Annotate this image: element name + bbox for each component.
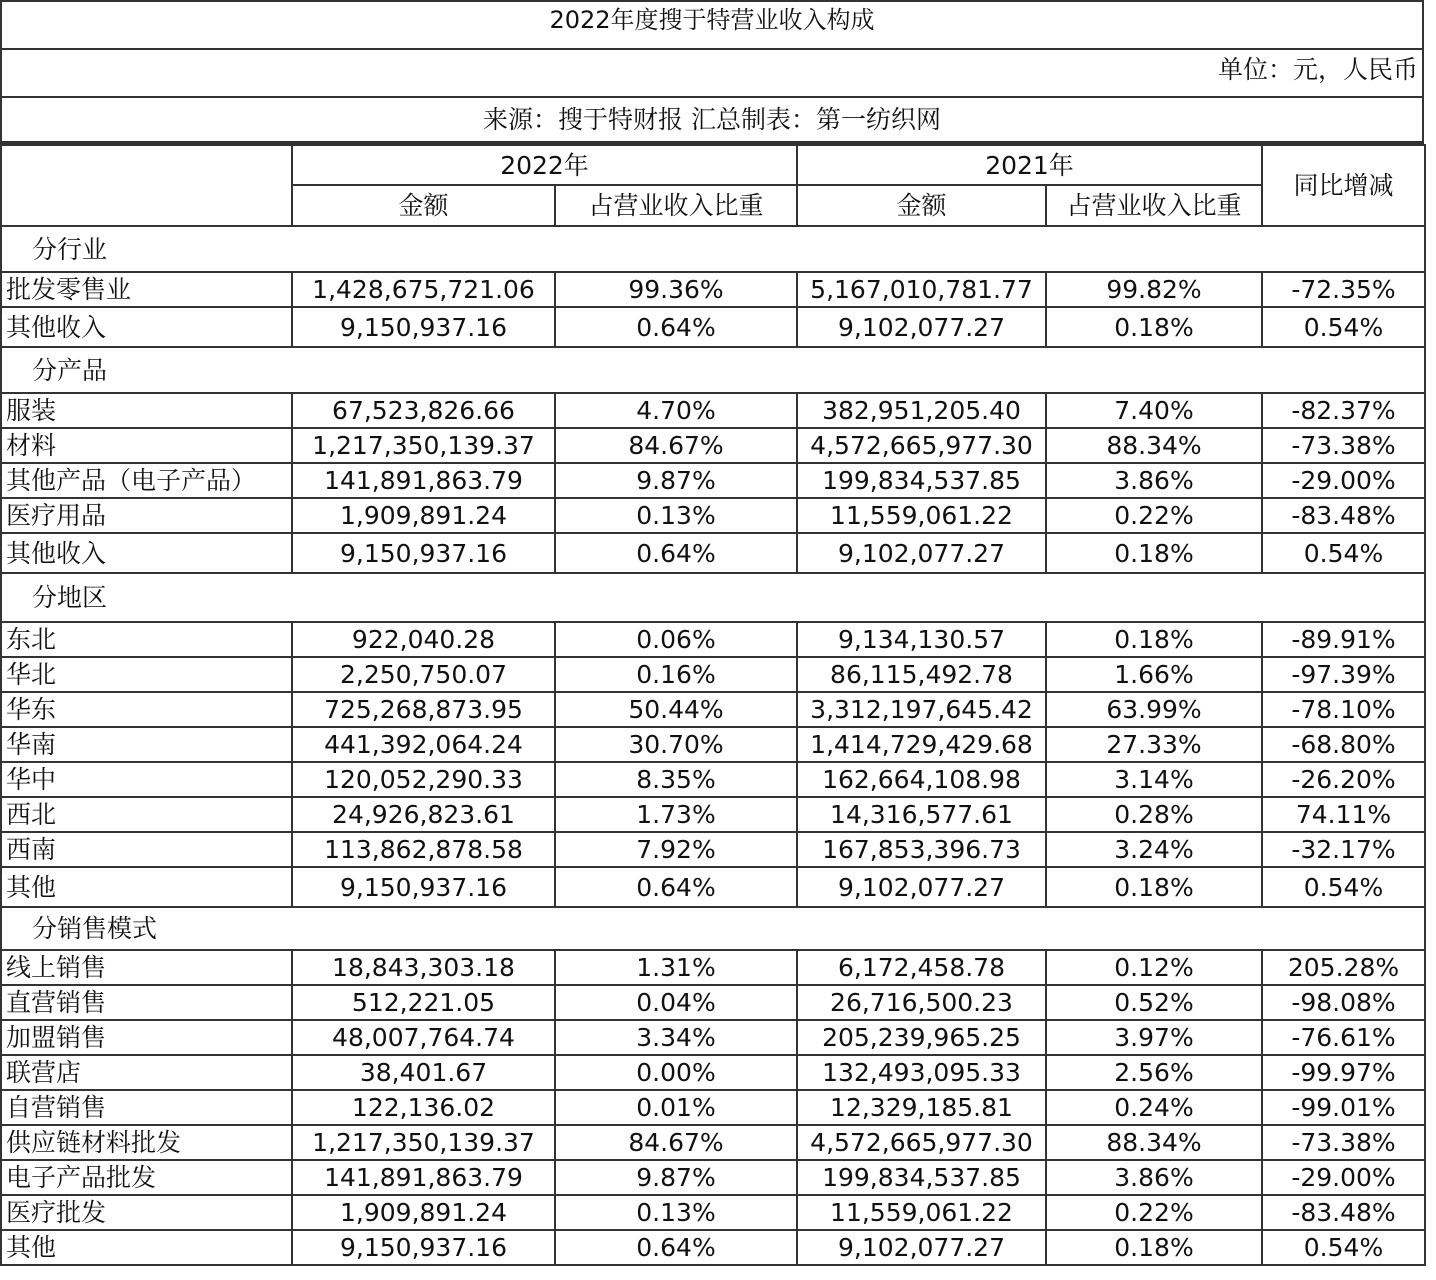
amount-2021: 11,559,061.22	[797, 498, 1046, 533]
table-row	[1, 393, 1425, 428]
row-label: 其他收入	[1, 533, 292, 573]
amount-2021: 382,951,205.40	[797, 393, 1046, 428]
share-2022: 0.04%	[555, 985, 797, 1020]
row-label: 其他产品（电子产品）	[1, 463, 292, 498]
amount-2022: 725,268,873.95	[292, 692, 555, 727]
amount-2021: 14,316,577.61	[797, 797, 1046, 832]
row-label: 其他收入	[1, 307, 292, 347]
row-label: 电子产品批发	[1, 1160, 292, 1195]
header-share-2021: 占营业收入比重	[1046, 185, 1262, 226]
row-label: 批发零售业	[1, 272, 292, 307]
share-2021: 0.18%	[1046, 533, 1262, 573]
amount-2021: 9,134,130.57	[797, 622, 1046, 657]
row-label: 服装	[1, 393, 292, 428]
amount-2022: 24,926,823.61	[292, 797, 555, 832]
table-row	[1, 832, 1425, 867]
table-row	[1, 428, 1425, 463]
share-2022: 30.70%	[555, 727, 797, 762]
share-2022: 1.31%	[555, 950, 797, 985]
amount-2021: 11,559,061.22	[797, 1195, 1046, 1230]
share-2022: 0.64%	[555, 533, 797, 573]
table-row	[1, 985, 1425, 1020]
section-row	[1, 573, 1425, 622]
amount-2022: 113,862,878.58	[292, 832, 555, 867]
share-2022: 0.01%	[555, 1090, 797, 1125]
row-label: 西北	[1, 797, 292, 832]
revenue-table	[0, 144, 1426, 1266]
amount-2022: 122,136.02	[292, 1090, 555, 1125]
amount-2022: 120,052,290.33	[292, 762, 555, 797]
section-row	[1, 226, 1425, 272]
yoy-change: 0.54%	[1262, 867, 1425, 907]
share-2022: 0.16%	[555, 657, 797, 692]
yoy-change: -78.10%	[1262, 692, 1425, 727]
row-label: 供应链材料批发	[1, 1125, 292, 1160]
amount-2022: 1,428,675,721.06	[292, 272, 555, 307]
amount-2021: 205,239,965.25	[797, 1020, 1046, 1055]
header-amount-2022: 金额	[292, 185, 555, 226]
row-label: 东北	[1, 622, 292, 657]
yoy-change: -29.00%	[1262, 1160, 1425, 1195]
share-2022: 0.64%	[555, 307, 797, 347]
share-2022: 0.06%	[555, 622, 797, 657]
amount-2022: 48,007,764.74	[292, 1020, 555, 1055]
amount-2022: 1,217,350,139.37	[292, 1125, 555, 1160]
table-row	[1, 533, 1425, 573]
share-2022: 84.67%	[555, 428, 797, 463]
yoy-change: -89.91%	[1262, 622, 1425, 657]
amount-2021: 9,102,077.27	[797, 1230, 1046, 1265]
share-2021: 3.97%	[1046, 1020, 1262, 1055]
amount-2021: 199,834,537.85	[797, 1160, 1046, 1195]
table-row	[1, 1055, 1425, 1090]
amount-2022: 141,891,863.79	[292, 463, 555, 498]
yoy-change: 0.54%	[1262, 533, 1425, 573]
share-2022: 50.44%	[555, 692, 797, 727]
source-note: 来源：搜于特财报 汇总制表：第一纺织网	[0, 96, 1424, 144]
amount-2021: 6,172,458.78	[797, 950, 1046, 985]
share-2021: 0.22%	[1046, 1195, 1262, 1230]
amount-2021: 12,329,185.81	[797, 1090, 1046, 1125]
yoy-change: -83.48%	[1262, 498, 1425, 533]
share-2022: 99.36%	[555, 272, 797, 307]
row-label: 医疗用品	[1, 498, 292, 533]
yoy-change: -73.38%	[1262, 1125, 1425, 1160]
share-2021: 0.18%	[1046, 867, 1262, 907]
table-row	[1, 622, 1425, 657]
share-2021: 0.18%	[1046, 307, 1262, 347]
share-2021: 0.12%	[1046, 950, 1262, 985]
yoy-change: 74.11%	[1262, 797, 1425, 832]
amount-2022: 38,401.67	[292, 1055, 555, 1090]
share-2021: 1.66%	[1046, 657, 1262, 692]
table-row	[1, 498, 1425, 533]
yoy-change: -99.01%	[1262, 1090, 1425, 1125]
row-label: 华北	[1, 657, 292, 692]
table-row	[1, 950, 1425, 985]
amount-2021: 86,115,492.78	[797, 657, 1046, 692]
table-row	[1, 727, 1425, 762]
row-label: 西南	[1, 832, 292, 867]
share-2022: 3.34%	[555, 1020, 797, 1055]
amount-2021: 4,572,665,977.30	[797, 1125, 1046, 1160]
share-2022: 84.67%	[555, 1125, 797, 1160]
table-row	[1, 657, 1425, 692]
yoy-change: -98.08%	[1262, 985, 1425, 1020]
amount-2022: 922,040.28	[292, 622, 555, 657]
amount-2021: 26,716,500.23	[797, 985, 1046, 1020]
share-2022: 0.64%	[555, 867, 797, 907]
header-share-2022: 占营业收入比重	[555, 185, 797, 226]
amount-2021: 3,312,197,645.42	[797, 692, 1046, 727]
amount-2021: 9,102,077.27	[797, 867, 1046, 907]
amount-2022: 512,221.05	[292, 985, 555, 1020]
share-2022: 9.87%	[555, 463, 797, 498]
row-label: 其他	[1, 867, 292, 907]
yoy-change: -32.17%	[1262, 832, 1425, 867]
table-row	[1, 463, 1425, 498]
amount-2021: 9,102,077.27	[797, 533, 1046, 573]
row-label: 华中	[1, 762, 292, 797]
share-2021: 27.33%	[1046, 727, 1262, 762]
sheet-title: 2022年度搜于特营业收入构成	[0, 0, 1424, 48]
share-2021: 0.22%	[1046, 498, 1262, 533]
share-2022: 8.35%	[555, 762, 797, 797]
amount-2021: 167,853,396.73	[797, 832, 1046, 867]
header-blank-cell	[1, 145, 292, 226]
row-label: 联营店	[1, 1055, 292, 1090]
share-2022: 7.92%	[555, 832, 797, 867]
share-2021: 0.18%	[1046, 622, 1262, 657]
row-label: 其他	[1, 1230, 292, 1265]
amount-2021: 132,493,095.33	[797, 1055, 1046, 1090]
amount-2022: 9,150,937.16	[292, 867, 555, 907]
header-yoy: 同比增减	[1262, 145, 1425, 226]
row-label: 华东	[1, 692, 292, 727]
row-label: 线上销售	[1, 950, 292, 985]
share-2022: 0.13%	[555, 498, 797, 533]
table-row	[1, 762, 1425, 797]
amount-2022: 67,523,826.66	[292, 393, 555, 428]
share-2021: 3.14%	[1046, 762, 1262, 797]
yoy-change: 0.54%	[1262, 307, 1425, 347]
section-label: 分销售模式	[1, 907, 1425, 950]
row-label: 自营销售	[1, 1090, 292, 1125]
row-label: 材料	[1, 428, 292, 463]
share-2022: 0.13%	[555, 1195, 797, 1230]
share-2022: 1.73%	[555, 797, 797, 832]
amount-2021: 4,572,665,977.30	[797, 428, 1046, 463]
row-label: 华南	[1, 727, 292, 762]
share-2022: 4.70%	[555, 393, 797, 428]
share-2021: 7.40%	[1046, 393, 1262, 428]
section-label: 分产品	[1, 347, 1425, 393]
yoy-change: -26.20%	[1262, 762, 1425, 797]
amount-2021: 9,102,077.27	[797, 307, 1046, 347]
amount-2022: 9,150,937.16	[292, 1230, 555, 1265]
table-row	[1, 307, 1425, 347]
amount-2022: 1,909,891.24	[292, 498, 555, 533]
table-row	[1, 797, 1425, 832]
section-label: 分地区	[1, 573, 1425, 622]
amount-2022: 2,250,750.07	[292, 657, 555, 692]
header-amount-2021: 金额	[797, 185, 1046, 226]
yoy-change: -29.00%	[1262, 463, 1425, 498]
yoy-change: -73.38%	[1262, 428, 1425, 463]
table-row	[1, 1125, 1425, 1160]
amount-2021: 5,167,010,781.77	[797, 272, 1046, 307]
header-year-2021: 2021年	[797, 145, 1262, 185]
table-row	[1, 1090, 1425, 1125]
share-2022: 0.00%	[555, 1055, 797, 1090]
share-2021: 0.28%	[1046, 797, 1262, 832]
share-2021: 0.18%	[1046, 1230, 1262, 1265]
yoy-change: -76.61%	[1262, 1020, 1425, 1055]
yoy-change: -99.97%	[1262, 1055, 1425, 1090]
share-2022: 9.87%	[555, 1160, 797, 1195]
share-2021: 0.24%	[1046, 1090, 1262, 1125]
amount-2022: 18,843,303.18	[292, 950, 555, 985]
yoy-change: 205.28%	[1262, 950, 1425, 985]
share-2021: 88.34%	[1046, 1125, 1262, 1160]
amount-2022: 9,150,937.16	[292, 533, 555, 573]
amount-2021: 1,414,729,429.68	[797, 727, 1046, 762]
yoy-change: 0.54%	[1262, 1230, 1425, 1265]
share-2021: 2.56%	[1046, 1055, 1262, 1090]
header-year-2022: 2022年	[292, 145, 797, 185]
section-row	[1, 347, 1425, 393]
share-2021: 88.34%	[1046, 428, 1262, 463]
share-2021: 3.86%	[1046, 1160, 1262, 1195]
table-row	[1, 1160, 1425, 1195]
section-row	[1, 907, 1425, 950]
table-row	[1, 867, 1425, 907]
row-label: 直营销售	[1, 985, 292, 1020]
amount-2021: 199,834,537.85	[797, 463, 1046, 498]
yoy-change: -97.39%	[1262, 657, 1425, 692]
yoy-change: -68.80%	[1262, 727, 1425, 762]
share-2021: 0.52%	[1046, 985, 1262, 1020]
row-label: 加盟销售	[1, 1020, 292, 1055]
amount-2022: 9,150,937.16	[292, 307, 555, 347]
share-2021: 99.82%	[1046, 272, 1262, 307]
table-row	[1, 692, 1425, 727]
amount-2022: 441,392,064.24	[292, 727, 555, 762]
amount-2022: 1,217,350,139.37	[292, 428, 555, 463]
table-row	[1, 1020, 1425, 1055]
yoy-change: -83.48%	[1262, 1195, 1425, 1230]
row-label: 医疗批发	[1, 1195, 292, 1230]
share-2021: 3.24%	[1046, 832, 1262, 867]
amount-2021: 162,664,108.98	[797, 762, 1046, 797]
table-row	[1, 1195, 1425, 1230]
yoy-change: -72.35%	[1262, 272, 1425, 307]
share-2021: 63.99%	[1046, 692, 1262, 727]
yoy-change: -82.37%	[1262, 393, 1425, 428]
amount-2022: 1,909,891.24	[292, 1195, 555, 1230]
table-row	[1, 272, 1425, 307]
section-label: 分行业	[1, 226, 1425, 272]
share-2021: 3.86%	[1046, 463, 1262, 498]
unit-note: 单位：元，人民币	[0, 48, 1424, 96]
table-row	[1, 1230, 1425, 1265]
amount-2022: 141,891,863.79	[292, 1160, 555, 1195]
share-2022: 0.64%	[555, 1230, 797, 1265]
